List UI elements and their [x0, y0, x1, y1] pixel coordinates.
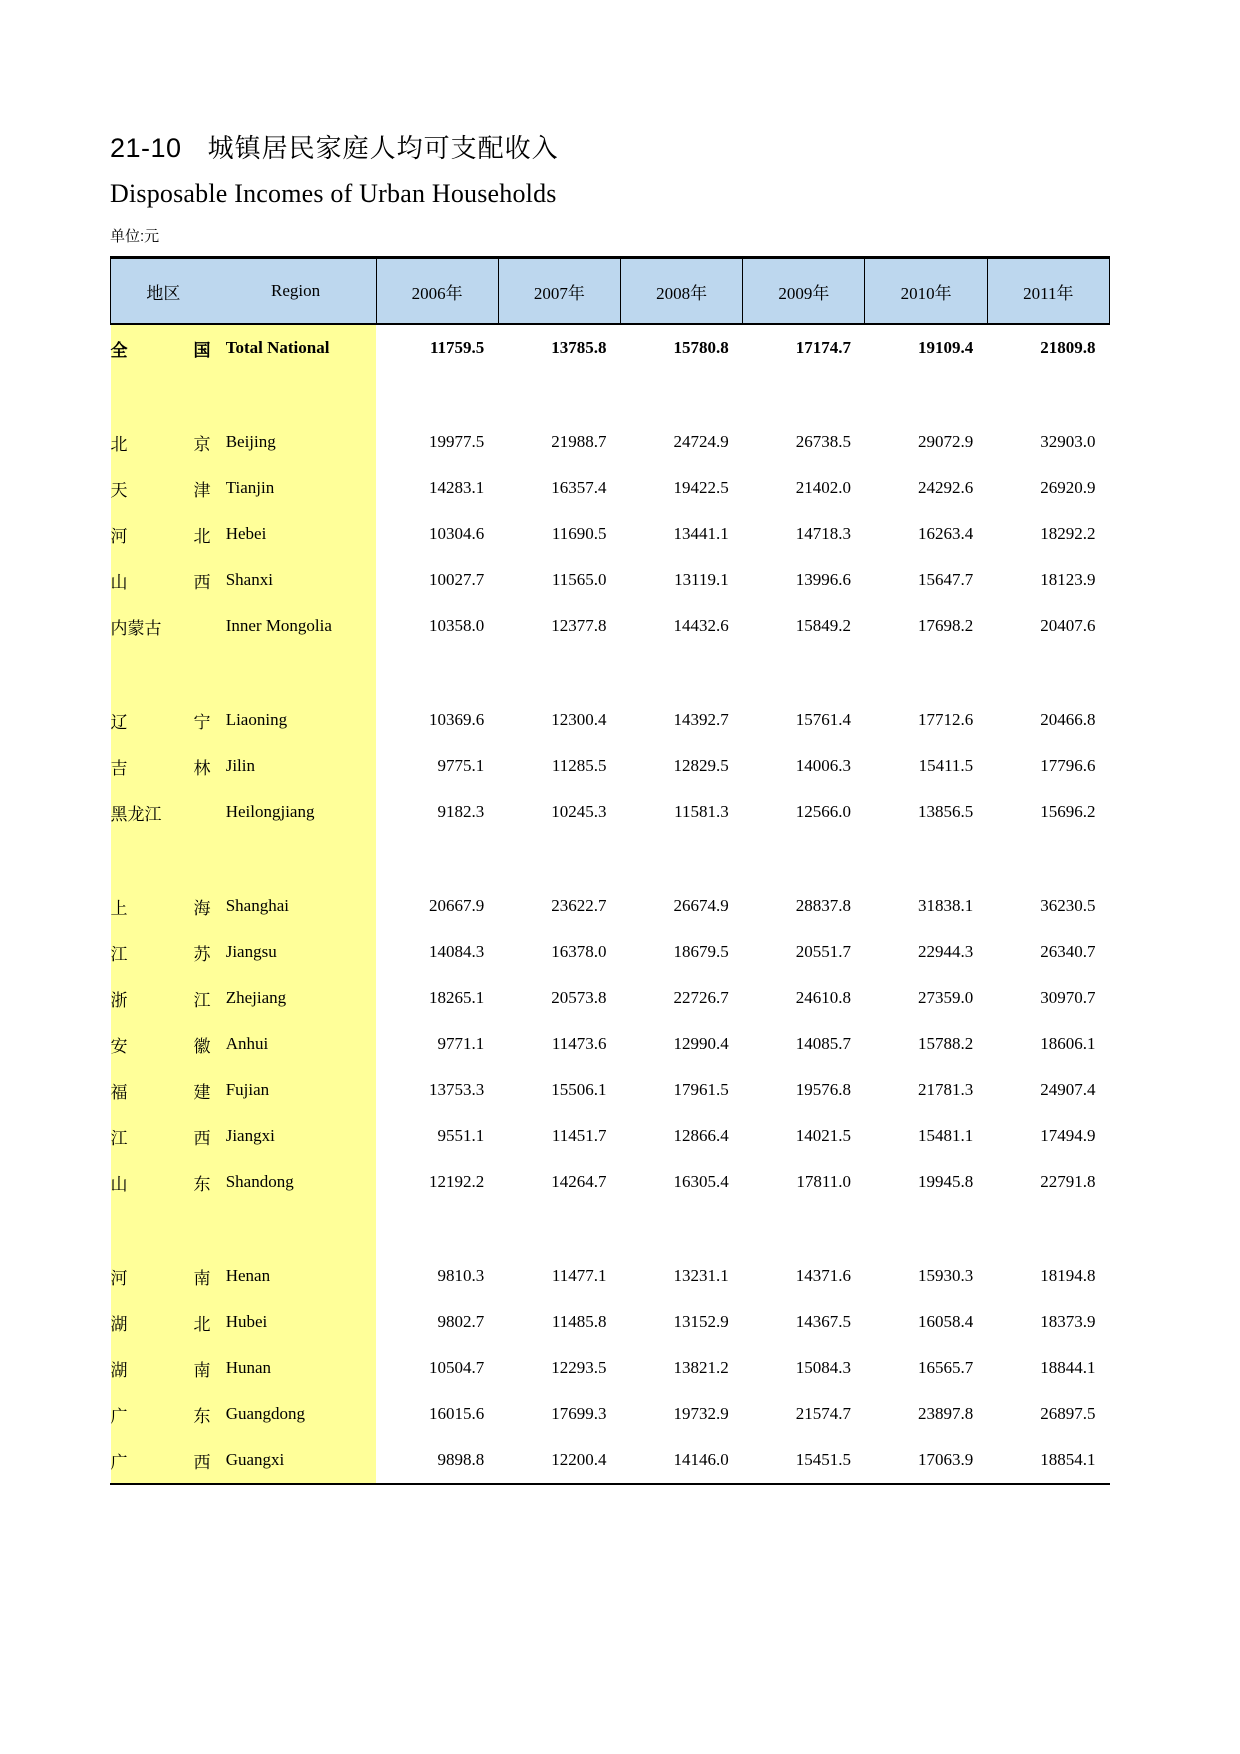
region-name-cn: 吉林	[111, 743, 216, 789]
table-row	[111, 603, 1110, 649]
region-name-en: Guangxi	[216, 1437, 376, 1483]
value-cell-2008: 18679.5	[673, 942, 729, 961]
value-cell-2006: 10358.0	[429, 616, 485, 635]
value-cell-2011: 30970.7	[1040, 988, 1096, 1007]
value-cell-2006: 9771.1	[437, 1034, 485, 1053]
region-name-en: Jiangsu	[216, 929, 376, 975]
value-cell-2006: 11759.5	[429, 338, 485, 357]
spacer-cell	[216, 1205, 376, 1253]
table-row	[111, 511, 1110, 557]
value-cell-2010: 17698.2	[917, 616, 974, 635]
value-cell-2009: 12566.0	[795, 802, 851, 821]
value-cell-2011: 17494.9	[1040, 1126, 1096, 1145]
value-cell-2009: 21402.0	[795, 478, 851, 497]
value-cell-2006: 14084.3	[429, 942, 485, 961]
value-cell-2008: 11581.3	[674, 802, 729, 821]
value-cell-2007: 10245.3	[551, 802, 607, 821]
value-cell-2007: 20573.8	[551, 988, 607, 1007]
value-cell-2006: 10369.6	[429, 710, 485, 729]
value-cell-2010: 22944.3	[917, 942, 974, 961]
value-cell-2006: 9775.1	[437, 756, 485, 775]
spacer-cell	[498, 835, 620, 883]
value-cell-2009: 14718.3	[795, 524, 851, 543]
value-cell-2011: 20466.8	[1040, 710, 1096, 729]
table-spacer-row	[111, 649, 1110, 697]
value-cell-2008: 15780.8	[673, 338, 729, 357]
column-header-2008: 2008年	[620, 258, 742, 325]
column-header-2007: 2007年	[498, 258, 620, 325]
spacer-cell	[376, 649, 498, 697]
spacer-cell	[987, 371, 1109, 419]
unit-label: 单位:元	[110, 228, 160, 245]
spacer-cell	[620, 371, 742, 419]
value-cell-2006: 20667.9	[429, 896, 485, 915]
value-cell-2011: 18844.1	[1040, 1358, 1096, 1377]
table-row	[111, 324, 1110, 371]
value-cell-2009: 14367.5	[795, 1312, 851, 1331]
value-cell-2007: 11451.7	[551, 1126, 607, 1145]
table-row	[111, 743, 1110, 789]
value-cell-2006: 16015.6	[429, 1404, 485, 1423]
value-cell-2009: 26738.5	[795, 432, 851, 451]
region-name-en: Liaoning	[216, 697, 376, 743]
table-row	[111, 1437, 1110, 1483]
spacer-cell	[620, 649, 742, 697]
value-cell-2006: 14283.1	[429, 478, 485, 497]
column-header-region-cn: 地区	[111, 258, 216, 325]
table-row	[111, 1113, 1110, 1159]
spacer-cell	[743, 1205, 865, 1253]
value-cell-2006: 18265.1	[429, 988, 485, 1007]
value-cell-2010: 23897.8	[917, 1404, 974, 1423]
region-name-en: Tianjin	[216, 465, 376, 511]
spacer-cell	[987, 649, 1109, 697]
value-cell-2010: 16058.4	[917, 1312, 974, 1331]
spacer-cell	[743, 835, 865, 883]
region-name-cn: 全国	[111, 324, 216, 371]
value-cell-2008: 13119.1	[674, 570, 729, 589]
region-name-en: Total National	[216, 324, 376, 371]
value-cell-2009: 15084.3	[795, 1358, 851, 1377]
value-cell-2010: 16263.4	[917, 524, 974, 543]
value-cell-2011: 26920.9	[1040, 478, 1096, 497]
value-cell-2007: 12300.4	[551, 710, 607, 729]
value-cell-2007: 11477.1	[551, 1266, 607, 1285]
table-row	[111, 1159, 1110, 1205]
value-cell-2007: 11565.0	[551, 570, 607, 589]
value-cell-2009: 14021.5	[795, 1126, 851, 1145]
table-row	[111, 697, 1110, 743]
title-chinese: 城镇居民家庭人均可支配收入	[207, 133, 559, 163]
value-cell-2006: 10504.7	[429, 1358, 485, 1377]
value-cell-2010: 21781.3	[917, 1080, 974, 1099]
region-name-en: Zhejiang	[216, 975, 376, 1021]
value-cell-2006: 12192.2	[429, 1172, 485, 1191]
value-cell-2008: 12990.4	[673, 1034, 729, 1053]
table-row	[111, 975, 1110, 1021]
value-cell-2011: 32903.0	[1040, 432, 1096, 451]
value-cell-2011: 18194.8	[1040, 1266, 1096, 1285]
region-name-en: Shanghai	[216, 883, 376, 929]
value-cell-2009: 19576.8	[795, 1080, 851, 1099]
region-name-cn: 山东	[111, 1159, 216, 1205]
value-cell-2009: 17174.7	[795, 338, 851, 357]
spacer-cell	[111, 371, 216, 419]
value-cell-2008: 26674.9	[673, 896, 729, 915]
value-cell-2010: 19945.8	[917, 1172, 974, 1191]
value-cell-2008: 16305.4	[673, 1172, 729, 1191]
table-row	[111, 883, 1110, 929]
region-name-cn: 上海	[111, 883, 216, 929]
value-cell-2008: 13152.9	[673, 1312, 729, 1331]
region-name-en: Guangdong	[216, 1391, 376, 1437]
region-name-en: Hunan	[216, 1345, 376, 1391]
value-cell-2008: 17961.5	[673, 1080, 729, 1099]
value-cell-2011: 15696.2	[1040, 802, 1096, 821]
value-cell-2009: 15451.5	[795, 1450, 851, 1469]
spacer-cell	[376, 371, 498, 419]
region-name-cn: 河北	[111, 511, 216, 557]
region-name-cn: 江西	[111, 1113, 216, 1159]
value-cell-2006: 9551.1	[437, 1126, 485, 1145]
table-spacer-row	[111, 835, 1110, 883]
spacer-cell	[216, 371, 376, 419]
spacer-cell	[111, 1205, 216, 1253]
region-name-en: Shanxi	[216, 557, 376, 603]
value-cell-2008: 13821.2	[673, 1358, 729, 1377]
value-cell-2007: 17699.3	[551, 1404, 607, 1423]
value-cell-2008: 12866.4	[673, 1126, 729, 1145]
spacer-cell	[865, 835, 987, 883]
region-name-en: Jiangxi	[216, 1113, 376, 1159]
table-row	[111, 557, 1110, 603]
value-cell-2006: 19977.5	[429, 432, 485, 451]
column-header-region-en: Region	[216, 258, 376, 325]
table-row	[111, 1253, 1110, 1299]
value-cell-2010: 15647.7	[917, 570, 974, 589]
spacer-cell	[987, 835, 1109, 883]
value-cell-2011: 22791.8	[1040, 1172, 1096, 1191]
value-cell-2011: 18854.1	[1040, 1450, 1096, 1469]
region-name-cn: 河南	[111, 1253, 216, 1299]
region-name-cn: 辽宁	[111, 697, 216, 743]
value-cell-2008: 13441.1	[673, 524, 729, 543]
value-cell-2010: 17712.6	[917, 710, 974, 729]
region-name-cn: 浙江	[111, 975, 216, 1021]
table-row	[111, 1299, 1110, 1345]
table-row	[111, 929, 1110, 975]
spacer-cell	[620, 1205, 742, 1253]
spacer-cell	[865, 371, 987, 419]
value-cell-2011: 18373.9	[1040, 1312, 1096, 1331]
value-cell-2008: 19732.9	[673, 1404, 729, 1423]
table-bottom-rule	[110, 1483, 1110, 1485]
value-cell-2011: 26340.7	[1040, 942, 1096, 961]
spacer-cell	[111, 835, 216, 883]
spacer-cell	[111, 649, 216, 697]
value-cell-2008: 14392.7	[673, 710, 729, 729]
spacer-cell	[620, 835, 742, 883]
value-cell-2006: 13753.3	[429, 1080, 485, 1099]
region-name-en: Henan	[216, 1253, 376, 1299]
value-cell-2007: 11285.5	[551, 756, 607, 775]
value-cell-2007: 11485.8	[551, 1312, 607, 1331]
column-header-2010: 2010年	[865, 258, 987, 325]
value-cell-2007: 21988.7	[551, 432, 607, 451]
value-cell-2010: 15411.5	[918, 756, 974, 775]
value-cell-2008: 13231.1	[673, 1266, 729, 1285]
value-cell-2010: 15481.1	[917, 1126, 974, 1145]
value-cell-2009: 17811.0	[796, 1172, 851, 1191]
value-cell-2006: 9898.8	[437, 1450, 485, 1469]
spacer-cell	[743, 371, 865, 419]
value-cell-2006: 9802.7	[437, 1312, 485, 1331]
region-name-cn: 江苏	[111, 929, 216, 975]
table-spacer-row	[111, 1205, 1110, 1253]
spacer-cell	[376, 1205, 498, 1253]
value-cell-2009: 15849.2	[795, 616, 851, 635]
spacer-cell	[987, 1205, 1109, 1253]
value-cell-2007: 23622.7	[551, 896, 607, 915]
value-cell-2007: 13785.8	[551, 338, 607, 357]
table-row	[111, 1021, 1110, 1067]
spacer-cell	[865, 649, 987, 697]
value-cell-2010: 15930.3	[917, 1266, 974, 1285]
value-cell-2010: 31838.1	[917, 896, 974, 915]
value-cell-2007: 14264.7	[551, 1172, 607, 1191]
region-name-en: Fujian	[216, 1067, 376, 1113]
spacer-cell	[376, 835, 498, 883]
region-name-cn: 湖南	[111, 1345, 216, 1391]
value-cell-2008: 22726.7	[673, 988, 729, 1007]
value-cell-2008: 14432.6	[673, 616, 729, 635]
region-name-en: Shandong	[216, 1159, 376, 1205]
data-table	[110, 256, 1110, 1483]
value-cell-2006: 9810.3	[437, 1266, 485, 1285]
region-name-cn: 山西	[111, 557, 216, 603]
table-body	[111, 324, 1110, 1483]
value-cell-2011: 18292.2	[1040, 524, 1096, 543]
value-cell-2010: 13856.5	[917, 802, 974, 821]
region-name-cn: 内蒙古	[111, 603, 216, 649]
value-cell-2008: 12829.5	[673, 756, 729, 775]
region-name-cn: 福建	[111, 1067, 216, 1113]
value-cell-2010: 17063.9	[917, 1450, 974, 1469]
header-row	[111, 258, 1110, 325]
table-row	[111, 1067, 1110, 1113]
value-cell-2010: 16565.7	[917, 1358, 974, 1377]
value-cell-2011: 24907.4	[1040, 1080, 1096, 1099]
region-name-en: Inner Mongolia	[216, 603, 376, 649]
region-name-en: Anhui	[216, 1021, 376, 1067]
value-cell-2006: 10304.6	[429, 524, 485, 543]
region-name-cn: 天津	[111, 465, 216, 511]
value-cell-2009: 14085.7	[795, 1034, 851, 1053]
value-cell-2006: 10027.7	[429, 570, 485, 589]
value-cell-2009: 24610.8	[795, 988, 851, 1007]
value-cell-2009: 14371.6	[795, 1266, 851, 1285]
region-name-en: Heilongjiang	[216, 789, 376, 835]
table-row	[111, 1391, 1110, 1437]
value-cell-2007: 12200.4	[551, 1450, 607, 1469]
region-name-cn: 安徽	[111, 1021, 216, 1067]
value-cell-2009: 28837.8	[795, 896, 851, 915]
value-cell-2008: 14146.0	[673, 1450, 729, 1469]
page-title	[110, 128, 1130, 165]
value-cell-2009: 14006.3	[795, 756, 851, 775]
value-cell-2010: 15788.2	[917, 1034, 974, 1053]
title-english: Disposable Incomes of Urban Households	[110, 179, 557, 208]
region-name-en: Beijing	[216, 419, 376, 465]
table-row	[111, 789, 1110, 835]
value-cell-2008: 24724.9	[673, 432, 729, 451]
value-cell-2006: 9182.3	[437, 802, 485, 821]
value-cell-2009: 15761.4	[795, 710, 851, 729]
region-name-en: Hubei	[216, 1299, 376, 1345]
value-cell-2011: 18123.9	[1040, 570, 1096, 589]
spacer-cell	[743, 649, 865, 697]
value-cell-2011: 21809.8	[1040, 338, 1096, 357]
region-name-en: Jilin	[216, 743, 376, 789]
value-cell-2007: 11690.5	[551, 524, 607, 543]
table-row	[111, 1345, 1110, 1391]
spacer-cell	[498, 1205, 620, 1253]
value-cell-2007: 12377.8	[551, 616, 607, 635]
spacer-cell	[216, 649, 376, 697]
region-name-cn: 湖北	[111, 1299, 216, 1345]
table-spacer-row	[111, 371, 1110, 419]
value-cell-2007: 15506.1	[551, 1080, 607, 1099]
region-name-cn: 广东	[111, 1391, 216, 1437]
table-header	[111, 258, 1110, 325]
table-number: 21-10	[110, 133, 182, 163]
spacer-cell	[498, 371, 620, 419]
value-cell-2010: 27359.0	[917, 988, 974, 1007]
value-cell-2007: 16378.0	[551, 942, 607, 961]
region-name-en: Hebei	[216, 511, 376, 557]
value-cell-2011: 17796.6	[1040, 756, 1096, 775]
value-cell-2010: 19109.4	[917, 338, 974, 357]
column-header-2011: 2011年	[987, 258, 1109, 325]
value-cell-2011: 36230.5	[1040, 896, 1096, 915]
value-cell-2009: 21574.7	[795, 1404, 851, 1423]
value-cell-2007: 16357.4	[551, 478, 607, 497]
value-cell-2009: 20551.7	[795, 942, 851, 961]
value-cell-2007: 11473.6	[551, 1034, 607, 1053]
spacer-cell	[216, 835, 376, 883]
value-cell-2010: 29072.9	[917, 432, 974, 451]
region-name-cn: 广西	[111, 1437, 216, 1483]
value-cell-2007: 12293.5	[551, 1358, 607, 1377]
table-row	[111, 465, 1110, 511]
region-name-cn: 北京	[111, 419, 216, 465]
spacer-cell	[865, 1205, 987, 1253]
value-cell-2010: 24292.6	[917, 478, 974, 497]
value-cell-2011: 20407.6	[1040, 616, 1096, 635]
value-cell-2011: 18606.1	[1040, 1034, 1096, 1053]
column-header-2009: 2009年	[743, 258, 865, 325]
column-header-2006: 2006年	[376, 258, 498, 325]
value-cell-2009: 13996.6	[795, 570, 851, 589]
value-cell-2008: 19422.5	[673, 478, 729, 497]
table-row	[111, 419, 1110, 465]
spacer-cell	[498, 649, 620, 697]
region-name-cn: 黑龙江	[111, 789, 216, 835]
value-cell-2011: 26897.5	[1040, 1404, 1096, 1423]
